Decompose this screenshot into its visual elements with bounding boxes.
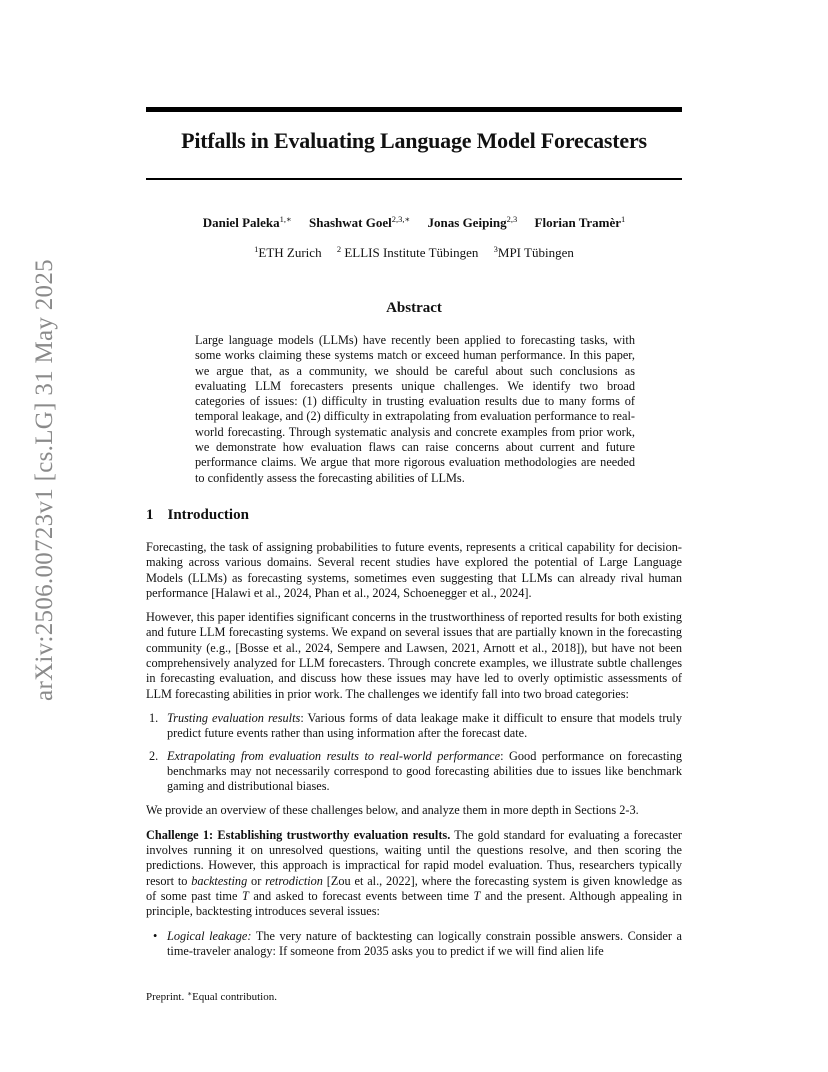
challenge-1-title: Challenge 1: Establishing trustworthy evaluation results. <box>146 827 451 842</box>
arxiv-identifier-stamp: arXiv:2506.00723v1 [cs.LG] 31 May 2025 <box>31 259 58 701</box>
list-item-text: : Various forms of data leakage make it difficult to ensure that models truly predict future events rather than using information after the forecast date. <box>167 710 683 741</box>
list-item-title: Extrapolating from evaluation results to real-world performance <box>167 748 501 763</box>
author-2 <box>309 215 410 230</box>
backtesting-issue-list <box>146 929 682 960</box>
title-rule-bottom <box>146 178 682 180</box>
list-item <box>146 749 682 795</box>
author-name: Daniel Paleka <box>202 215 280 230</box>
author-name: Jonas Geiping <box>427 215 507 230</box>
term-backtesting: backtesting <box>191 873 248 888</box>
list-marker: 2. <box>149 748 159 763</box>
abstract-heading: Abstract <box>386 300 442 316</box>
main-body <box>146 540 682 968</box>
term-retrodiction: retrodiction <box>265 873 323 888</box>
affiliation-2: $^2$ ELLIS Institute Tübingen <box>336 244 479 260</box>
list-item <box>146 929 682 960</box>
list-item-title: Trusting evaluation results <box>167 710 301 725</box>
intro-paragraph-3: We provide an overview of these challenges below, and analyze them in more depth in Sections 2-3. <box>146 803 639 818</box>
list-item <box>146 711 682 742</box>
author-3 <box>428 215 518 230</box>
intro-paragraph-1: Forecasting, the task of assigning probabilities to future events, represents a critical capability for decision-making across various domains. Several recent studies have explored the potential of Large Language Models (LLMs) as forecasting systems, sometimes even suggesting that LLMs can already rival human performance [Halawi et al., 2024, Phan et al., 2024, Schoenegger et al., 2024]. <box>146 540 682 600</box>
section-heading-introduction <box>146 507 249 524</box>
affiliation-1: $^1$ETH Zurich <box>254 244 322 260</box>
author-affil-marker: 1,∗ <box>279 214 292 224</box>
math-var-T: T <box>241 888 249 903</box>
footnote: Preprint. ∗Equal contribution. <box>146 989 277 1003</box>
section-number: 1 <box>146 507 154 523</box>
challenge-1-paragraph: Challenge 1: Establishing trustworthy evaluation results. The gold standard for evaluating a forecaster involves running it on unresolved questions, waiting until the questions resolve, and then scoring the predictions. However, this approach is impractical for rapid model evaluation. Thus, researchers typically resort to backtesting or retrodiction [Zou et al., 2022], where the forecasting system is given knowledge as of some past time T and asked to forecast events between time T and the present. Although appealing in principle, backtesting introduces several issues: <box>146 827 682 919</box>
list-item-text: : Good performance on forecasting benchmarks may not necessarily correspond to good forecasting abilities due to issues like benchmark gaming and distributional biases. <box>167 748 682 794</box>
author-affil-marker: 2,3 <box>506 214 518 224</box>
math-var-T: T <box>473 888 481 903</box>
author-4 <box>535 215 626 230</box>
author-list <box>146 215 682 231</box>
affiliation-list <box>146 245 682 261</box>
challenge-category-list <box>146 711 682 794</box>
list-marker: 1. <box>149 710 159 725</box>
intro-paragraph-2: However, this paper identifies significant concerns in the trustworthiness of reported results for both existing and future LLM forecasting systems. We expand on several issues that are partially known in the forecasting community (e.g., [Bosse et al., 2024, Sempere and Lawsen, 2021, Arnott et al., 2018]), but have not been comprehensively analyzed for LLM forecasters. Through concrete examples, we illustrate subtle challenges in forecasting evaluation, and discuss how these issues may have led to overly optimistic assessments of LLM forecasting abilities in prior work. The challenges we identify fall into two broad categories: <box>146 610 682 701</box>
author-affil-marker: 2,3,∗ <box>391 214 411 224</box>
author-name: Shashwat Goel <box>309 215 392 230</box>
abstract-text: Large language models (LLMs) have recently been applied to forecasting tasks, with some works claiming these systems match or exceed human performance. In this paper, we argue that, as a community, we should be careful about such conclusions as evaluating LLM forecasters presents unique challenges. We identify two broad categories of issues: (1) difficulty in trusting evaluation results due to many forms of temporal leakage, and (2) difficulty in extrapolating from evaluation performance to real-world forecasting. Through systematic analysis and concrete examples from prior work, we demonstrate how evaluation flaws can raise concerns about current and future performance claims. We argue that more rigorous evaluation methodologies are needed to confidently assess the forecasting abilities of LLMs. <box>195 333 635 485</box>
list-item-text: The very nature of backtesting can logically constrain possible answers. Consider a time-traveler analogy: If someone from 2035 asks you to predict if we will find alien life <box>167 928 683 958</box>
section-title: Introduction <box>167 507 249 523</box>
author-1 <box>203 215 292 230</box>
author-affil-marker: 1 <box>621 214 626 224</box>
title-rule-top <box>146 107 682 112</box>
affiliation-3: $^3$MPI Tübingen <box>493 244 574 260</box>
paper-title: Pitfalls in Evaluating Language Model Forecasters <box>181 128 647 153</box>
author-name: Florian Tramèr <box>534 215 622 230</box>
list-item-title: Logical leakage: <box>167 928 252 943</box>
bullet-marker: • <box>153 928 158 943</box>
